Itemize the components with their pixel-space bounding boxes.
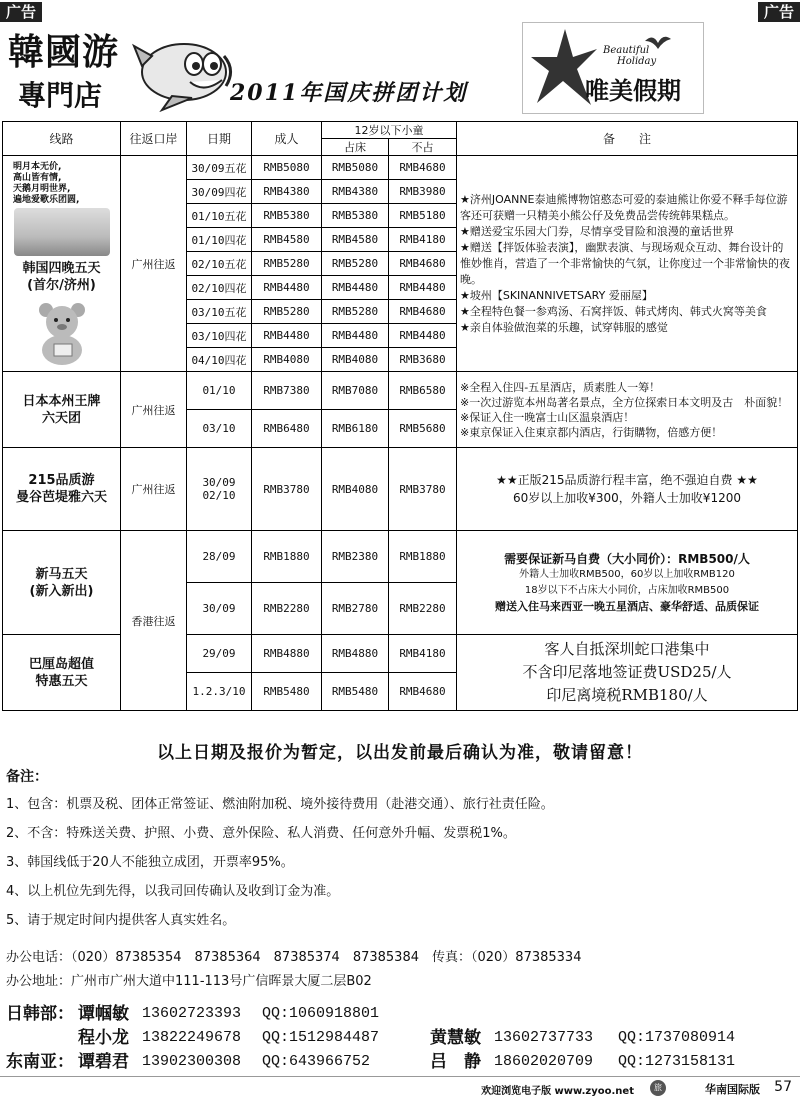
- child-bed-price: RMB2380: [322, 531, 389, 583]
- korea-note: ★赠送爱宝乐园大门券，尽情享受冒险和浪漫的童话世界: [460, 224, 734, 238]
- date-cell: 01/10: [187, 372, 252, 410]
- brand-left-subtitle: 專門店: [18, 79, 103, 112]
- list-item: 3、韩国线低于20人不能独立成团，开票率95%。: [6, 855, 294, 870]
- brand-right-logo: [522, 22, 704, 114]
- thailand-note: ★★正版215品质游行程丰富，绝不强迫自费 ★★: [496, 473, 758, 487]
- footer: [0, 1076, 800, 1101]
- staff-row: [6, 1002, 796, 1026]
- korea-route-cities: (首尔/济州): [27, 278, 96, 293]
- adult-price: RMB2280: [252, 583, 322, 635]
- child-nobed-price: RMB4480: [389, 276, 457, 300]
- adult-price: RMB6480: [252, 410, 322, 448]
- child-bed-price: RMB5080: [322, 156, 389, 180]
- office-address: 办公地址：广州市广州大道中111-113号广信晖景大厦二层B02: [6, 974, 372, 989]
- date-cell: 30/09五花: [187, 156, 252, 180]
- adult-price: RMB4480: [252, 276, 322, 300]
- date-cell: 04/10四花: [187, 348, 252, 372]
- child-nobed-price: RMB3780: [389, 448, 457, 531]
- adult-price: RMB7380: [252, 372, 322, 410]
- list-item: 2、不含：特殊送关费、护照、小费、意外保险、私人消费、任何意外升幅、发票税1%。: [6, 826, 516, 841]
- sgmy-note: 18岁以下不占床大小同价，占床加收RMB500: [524, 584, 730, 596]
- sgmy-notes: [457, 531, 798, 635]
- child-bed-price: RMB4080: [322, 348, 389, 372]
- child-bed-price: RMB4880: [322, 635, 389, 673]
- korea-route-name: 韩国四晚五天: [22, 261, 101, 276]
- korea-port: 广州往返: [121, 156, 187, 372]
- child-bed-price: RMB2780: [322, 583, 389, 635]
- thailand-note: 60岁以上加收¥300，外籍人士加收¥1200: [513, 491, 741, 505]
- bali-note: 印尼离境税RMB180/人: [546, 686, 708, 704]
- notes-list: [6, 790, 796, 935]
- adult-price: RMB5380: [252, 204, 322, 228]
- footer-edition: 华南国际版: [705, 1083, 760, 1096]
- child-nobed-price: RMB5180: [389, 204, 457, 228]
- staff-name: 谭碧君: [78, 1052, 129, 1072]
- bali-route-name: 巴厘岛超值: [28, 656, 94, 672]
- korea-note: ★全程特色餐一参鸡汤、石窝拌饭、韩式烤肉、韩式火窝等美食: [460, 304, 767, 318]
- office-phone: 办公电话：（020）87385354 87385364 87385374 87385384 传真：（020）87385334: [6, 950, 582, 965]
- child-bed-price: RMB4480: [322, 276, 389, 300]
- child-nobed-price: RMB4180: [389, 228, 457, 252]
- bali-route-sub: 特惠五天: [35, 673, 88, 689]
- child-bed-price: RMB4480: [322, 324, 389, 348]
- table-row: [3, 156, 798, 180]
- staff-qq: QQ:1737080914: [618, 1029, 736, 1046]
- price-table: [2, 121, 798, 711]
- teddy-bear-icon: [32, 300, 92, 366]
- footer-text: 欢迎浏览电子版 www.zyoo.net: [481, 1086, 634, 1097]
- header-route: 线路: [3, 122, 121, 156]
- adult-price: RMB4580: [252, 228, 322, 252]
- staff-qq: QQ:1273158131: [618, 1053, 736, 1070]
- child-nobed-price: RMB2280: [389, 583, 457, 635]
- staff-phone: 13822249678: [142, 1029, 242, 1046]
- date-cell: 02/10: [202, 489, 236, 502]
- korea-note: ★亲自体验做泡菜的乐趣，试穿韩服的感觉: [460, 320, 668, 334]
- adult-price: RMB5080: [252, 156, 322, 180]
- child-bed-price: RMB5280: [322, 252, 389, 276]
- adult-price: RMB5280: [252, 252, 322, 276]
- japan-route-name: 日本本州王牌: [22, 393, 101, 409]
- date-cell: 02/10四花: [187, 276, 252, 300]
- adult-price: RMB4880: [252, 635, 322, 673]
- dept-southeast-asia: 东南亚：: [6, 1052, 74, 1072]
- child-nobed-price: RMB4680: [389, 252, 457, 276]
- date-cell: 29/09: [187, 635, 252, 673]
- table-row: [3, 372, 798, 410]
- list-item: 1、包含：机票及税、团体正常签证、燃油附加税、境外接待费用（赴港交通）、旅行社责任险。: [6, 797, 554, 812]
- korea-note: ★坡州【SKINANNIVETSARY 爱丽屋】: [460, 288, 653, 302]
- sgmy-note: 赠送入住马来西亚一晚五星酒店、豪华舒适、品质保证: [495, 599, 759, 613]
- date-cell: 03/10五花: [187, 300, 252, 324]
- japan-route-sub: 六天团: [41, 410, 81, 426]
- list-item: 5、请于规定时间内提供客人真实姓名。: [6, 913, 236, 928]
- publisher-logo-icon: 旅: [650, 1080, 666, 1096]
- bali-note: 客人自抵深圳蛇口港集中: [544, 640, 710, 658]
- staff-qq: QQ:1060918801: [262, 1005, 380, 1022]
- thailand-port: 广州往返: [121, 448, 187, 531]
- date-cell: 01/10五花: [187, 204, 252, 228]
- thailand-dates: [187, 448, 252, 531]
- staff-phone: 13602737733: [494, 1029, 594, 1046]
- date-cell: 03/10四花: [187, 324, 252, 348]
- staff-contacts: [6, 1002, 796, 1074]
- child-nobed-price: RMB3680: [389, 348, 457, 372]
- staff-name: 谭帼敏: [78, 1004, 129, 1024]
- sgmy-note: 需要保证新马自费（大小同价）：RMB500/人: [504, 551, 750, 566]
- bali-route-cell: [3, 635, 121, 711]
- korea-note: ★济州JOANNE泰迪熊博物馆憨态可爱的泰迪熊让你爱不释手每位游客还可获赠一只精美小熊公仔及免费品尝传统韩果糕点。: [460, 192, 788, 222]
- adult-price: RMB3780: [252, 448, 322, 531]
- japan-port: 广州往返: [121, 372, 187, 448]
- korea-poem: [3, 162, 120, 206]
- adult-price: RMB4080: [252, 348, 322, 372]
- child-bed-price: RMB4380: [322, 180, 389, 204]
- date-cell: 02/10五花: [187, 252, 252, 276]
- adult-price: RMB1880: [252, 531, 322, 583]
- child-nobed-price: RMB1880: [389, 531, 457, 583]
- child-nobed-price: RMB6580: [389, 372, 457, 410]
- staff-phone: 18602020709: [494, 1053, 594, 1070]
- staff-name: 黄慧敏: [430, 1028, 481, 1048]
- staff-row: [6, 1026, 796, 1050]
- date-cell: 28/09: [187, 531, 252, 583]
- header-adult: 成人: [252, 122, 322, 156]
- header-with-bed: 占床: [322, 139, 389, 156]
- ad-label-left: 广告: [0, 2, 42, 22]
- child-nobed-price: RMB4480: [389, 324, 457, 348]
- date-cell: 03/10: [187, 410, 252, 448]
- japan-route-cell: [3, 372, 121, 448]
- thailand-notes: [457, 448, 798, 531]
- adult-price: RMB4480: [252, 324, 322, 348]
- bali-notes: [457, 635, 798, 711]
- brand-left-logo: [4, 22, 234, 114]
- staff-qq: QQ:643966752: [262, 1053, 371, 1070]
- child-bed-price: RMB6180: [322, 410, 389, 448]
- japan-notes: [457, 372, 798, 448]
- date-cell: 1.2.3/10: [187, 673, 252, 711]
- table-row: [3, 531, 798, 583]
- brand-right-en-1: Beautiful: [603, 45, 650, 56]
- notes-title: 备注：: [6, 769, 48, 785]
- ad-label-right: 广告: [758, 2, 800, 22]
- brand-right-en-2: Holiday: [617, 56, 657, 67]
- japan-note: ※全程入住四-五星酒店，质素胜人一筹！: [460, 380, 661, 394]
- header-no-bed: 不占: [389, 139, 457, 156]
- header: [0, 20, 800, 118]
- thailand-route-sub: 曼谷芭堤雅六天: [15, 490, 107, 505]
- date-cell: 30/09: [202, 476, 236, 489]
- staff-qq: QQ:1512984487: [262, 1029, 380, 1046]
- korea-route-cell: [3, 156, 121, 372]
- adult-price: RMB4380: [252, 180, 322, 204]
- poem-line: 明月本无价,: [13, 162, 62, 172]
- adult-price: RMB5280: [252, 300, 322, 324]
- table-row: [3, 448, 798, 531]
- korea-photo: [14, 208, 110, 256]
- poem-line: 高山皆有情,: [13, 173, 62, 183]
- sgmy-route-name: 新马五天: [35, 566, 88, 582]
- child-bed-price: RMB7080: [322, 372, 389, 410]
- child-bed-price: RMB5480: [322, 673, 389, 711]
- sgmy-route-sub: (新入新出): [29, 583, 94, 599]
- staff-phone: 13902300308: [142, 1053, 242, 1070]
- dept-japan-korea: 日韩部：: [6, 1004, 74, 1024]
- date-cell: 30/09四花: [187, 180, 252, 204]
- bali-note: 不含印尼落地签证费USD25/人: [522, 663, 732, 681]
- child-bed-price: RMB5380: [322, 204, 389, 228]
- list-item: 4、以上机位先到先得，以我司回传确认及收到订金为准。: [6, 884, 340, 899]
- thailand-route-cell: [3, 448, 121, 531]
- thailand-route-name: 215品质游: [28, 473, 95, 488]
- korea-notes: [457, 156, 798, 372]
- adult-price: RMB5480: [252, 673, 322, 711]
- child-bed-price: RMB4580: [322, 228, 389, 252]
- brand-left-title: 韓國游: [8, 31, 120, 73]
- poem-line: 遍地爱歌乐团圆,: [13, 195, 80, 205]
- korea-note: ★赠送【拌饭体验表演】，幽默表演、与现场观众互动、舞台设计的惟妙惟肖，营造了一个非常愉快的气氛，让你度过一个非常愉快的夜晚。: [460, 240, 790, 286]
- child-bed-price: RMB4080: [322, 448, 389, 531]
- staff-name: 程小龙: [78, 1028, 129, 1048]
- brand-right-cn: 唯美假期: [585, 76, 681, 105]
- staff-row: [6, 1050, 796, 1074]
- header-port: 往返口岸: [121, 122, 187, 156]
- plan-title: 2011年国庆拼团计划: [230, 80, 468, 106]
- header-child: 12岁以下小童: [322, 122, 457, 139]
- poem-line: 天鹅月明世界,: [13, 184, 71, 194]
- japan-note: ※東京保证入住東京都内酒店，行街購物，倍感方便！: [460, 425, 723, 439]
- header-date: 日期: [187, 122, 252, 156]
- header-notes: 备 注: [457, 122, 798, 156]
- child-nobed-price: RMB5680: [389, 410, 457, 448]
- child-bed-price: RMB5280: [322, 300, 389, 324]
- japan-note: ※保证入住一晚富士山区温泉酒店！: [460, 410, 635, 424]
- date-cell: 30/09: [187, 583, 252, 635]
- japan-note: ※一次过游览本州岛著名景点，全方位探索日本文明及古 朴面貌！: [460, 395, 789, 409]
- staff-phone: 13602723393: [142, 1005, 242, 1022]
- child-nobed-price: RMB4180: [389, 635, 457, 673]
- disclaimer: 以上日期及报价为暂定，以出发前最后确认为准，敬请留意！: [157, 743, 643, 763]
- sgmy-route-cell: [3, 531, 121, 635]
- sgmy-port: 香港往返: [121, 531, 187, 711]
- child-nobed-price: RMB4680: [389, 673, 457, 711]
- staff-name: 吕 静: [430, 1052, 481, 1072]
- date-cell: 01/10四花: [187, 228, 252, 252]
- page-number: 57: [774, 1079, 792, 1095]
- airplane-mascot-icon: [132, 26, 236, 112]
- child-nobed-price: RMB3980: [389, 180, 457, 204]
- child-nobed-price: RMB4680: [389, 300, 457, 324]
- sgmy-note: 外籍人士加收RMB500，60岁以上加收RMB120: [519, 568, 735, 580]
- child-nobed-price: RMB4680: [389, 156, 457, 180]
